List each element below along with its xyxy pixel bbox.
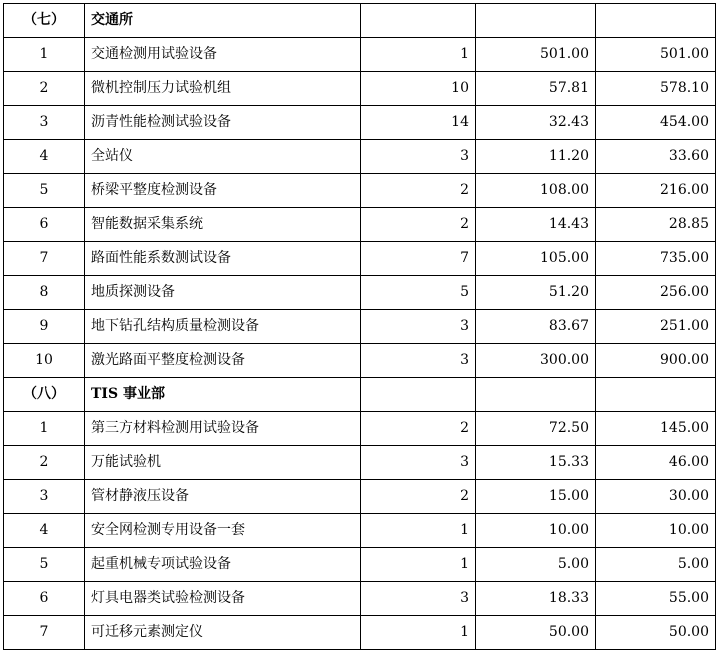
equipment-name: 沥青性能检测试验设备 [85, 106, 361, 140]
equipment-table [3, 3, 716, 650]
unit-price: 14.43 [476, 208, 596, 242]
row-number: 10 [4, 344, 85, 378]
equipment-name: 可迁移元素测定仪 [85, 616, 361, 650]
table-row [4, 174, 716, 208]
equipment-name: 地下钻孔结构质量检测设备 [85, 310, 361, 344]
section-title: TIS 事业部 [85, 378, 361, 412]
table-row [4, 582, 716, 616]
unit-price: 108.00 [476, 174, 596, 208]
equipment-name: 交通检测用试验设备 [85, 38, 361, 72]
total-amount: 30.00 [596, 480, 716, 514]
total-amount: 735.00 [596, 242, 716, 276]
table-row [4, 344, 716, 378]
unit-price: 15.33 [476, 446, 596, 480]
empty-cell [361, 378, 476, 412]
total-amount: 578.10 [596, 72, 716, 106]
quantity: 2 [361, 174, 476, 208]
total-amount: 454.00 [596, 106, 716, 140]
quantity: 2 [361, 480, 476, 514]
total-amount: 900.00 [596, 344, 716, 378]
equipment-name: 智能数据采集系统 [85, 208, 361, 242]
table-row [4, 276, 716, 310]
table-row [4, 140, 716, 174]
quantity: 2 [361, 208, 476, 242]
total-amount: 28.85 [596, 208, 716, 242]
equipment-name: 第三方材料检测用试验设备 [85, 412, 361, 446]
section-label: （七） [4, 4, 85, 38]
unit-price: 501.00 [476, 38, 596, 72]
row-number: 1 [4, 38, 85, 72]
equipment-name: 桥梁平整度检测设备 [85, 174, 361, 208]
row-number: 4 [4, 514, 85, 548]
row-number: 2 [4, 446, 85, 480]
table-row [4, 242, 716, 276]
unit-price: 15.00 [476, 480, 596, 514]
quantity: 3 [361, 344, 476, 378]
row-number: 3 [4, 106, 85, 140]
unit-price: 32.43 [476, 106, 596, 140]
quantity: 1 [361, 514, 476, 548]
unit-price: 5.00 [476, 548, 596, 582]
total-amount: 251.00 [596, 310, 716, 344]
row-number: 6 [4, 582, 85, 616]
total-amount: 46.00 [596, 446, 716, 480]
equipment-name: 万能试验机 [85, 446, 361, 480]
empty-cell [476, 4, 596, 38]
row-number: 2 [4, 72, 85, 106]
table-row [4, 480, 716, 514]
unit-price: 57.81 [476, 72, 596, 106]
equipment-name: 全站仪 [85, 140, 361, 174]
table-row [4, 514, 716, 548]
quantity: 5 [361, 276, 476, 310]
empty-cell [361, 4, 476, 38]
quantity: 3 [361, 446, 476, 480]
total-amount: 5.00 [596, 548, 716, 582]
row-number: 4 [4, 140, 85, 174]
total-amount: 10.00 [596, 514, 716, 548]
total-amount: 501.00 [596, 38, 716, 72]
quantity: 3 [361, 582, 476, 616]
quantity: 1 [361, 38, 476, 72]
total-amount: 145.00 [596, 412, 716, 446]
equipment-name: 起重机械专项试验设备 [85, 548, 361, 582]
empty-cell [596, 4, 716, 38]
row-number: 8 [4, 276, 85, 310]
section-header-row [4, 4, 716, 38]
equipment-name: 微机控制压力试验机组 [85, 72, 361, 106]
quantity: 3 [361, 310, 476, 344]
row-number: 6 [4, 208, 85, 242]
total-amount: 216.00 [596, 174, 716, 208]
equipment-name: 安全网检测专用设备一套 [85, 514, 361, 548]
total-amount: 55.00 [596, 582, 716, 616]
quantity: 2 [361, 412, 476, 446]
unit-price: 83.67 [476, 310, 596, 344]
section-label: （八） [4, 378, 85, 412]
equipment-name: 地质探测设备 [85, 276, 361, 310]
table-row [4, 548, 716, 582]
empty-cell [476, 378, 596, 412]
table-row [4, 412, 716, 446]
quantity: 1 [361, 548, 476, 582]
table-row [4, 310, 716, 344]
unit-price: 300.00 [476, 344, 596, 378]
table-row [4, 106, 716, 140]
unit-price: 10.00 [476, 514, 596, 548]
row-number: 7 [4, 616, 85, 650]
section-header-row [4, 378, 716, 412]
equipment-name: 管材静液压设备 [85, 480, 361, 514]
unit-price: 11.20 [476, 140, 596, 174]
row-number: 5 [4, 174, 85, 208]
table-row [4, 616, 716, 650]
unit-price: 51.20 [476, 276, 596, 310]
empty-cell [596, 378, 716, 412]
quantity: 14 [361, 106, 476, 140]
table-row [4, 38, 716, 72]
table-row [4, 72, 716, 106]
quantity: 10 [361, 72, 476, 106]
row-number: 9 [4, 310, 85, 344]
row-number: 1 [4, 412, 85, 446]
unit-price: 50.00 [476, 616, 596, 650]
quantity: 7 [361, 242, 476, 276]
quantity: 3 [361, 140, 476, 174]
quantity: 1 [361, 616, 476, 650]
table-row [4, 446, 716, 480]
unit-price: 105.00 [476, 242, 596, 276]
total-amount: 256.00 [596, 276, 716, 310]
row-number: 7 [4, 242, 85, 276]
unit-price: 72.50 [476, 412, 596, 446]
section-title: 交通所 [85, 4, 361, 38]
equipment-table-body [4, 4, 716, 650]
table-row [4, 208, 716, 242]
row-number: 5 [4, 548, 85, 582]
row-number: 3 [4, 480, 85, 514]
total-amount: 50.00 [596, 616, 716, 650]
equipment-name: 路面性能系数测试设备 [85, 242, 361, 276]
equipment-name: 灯具电器类试验检测设备 [85, 582, 361, 616]
total-amount: 33.60 [596, 140, 716, 174]
unit-price: 18.33 [476, 582, 596, 616]
equipment-name: 激光路面平整度检测设备 [85, 344, 361, 378]
